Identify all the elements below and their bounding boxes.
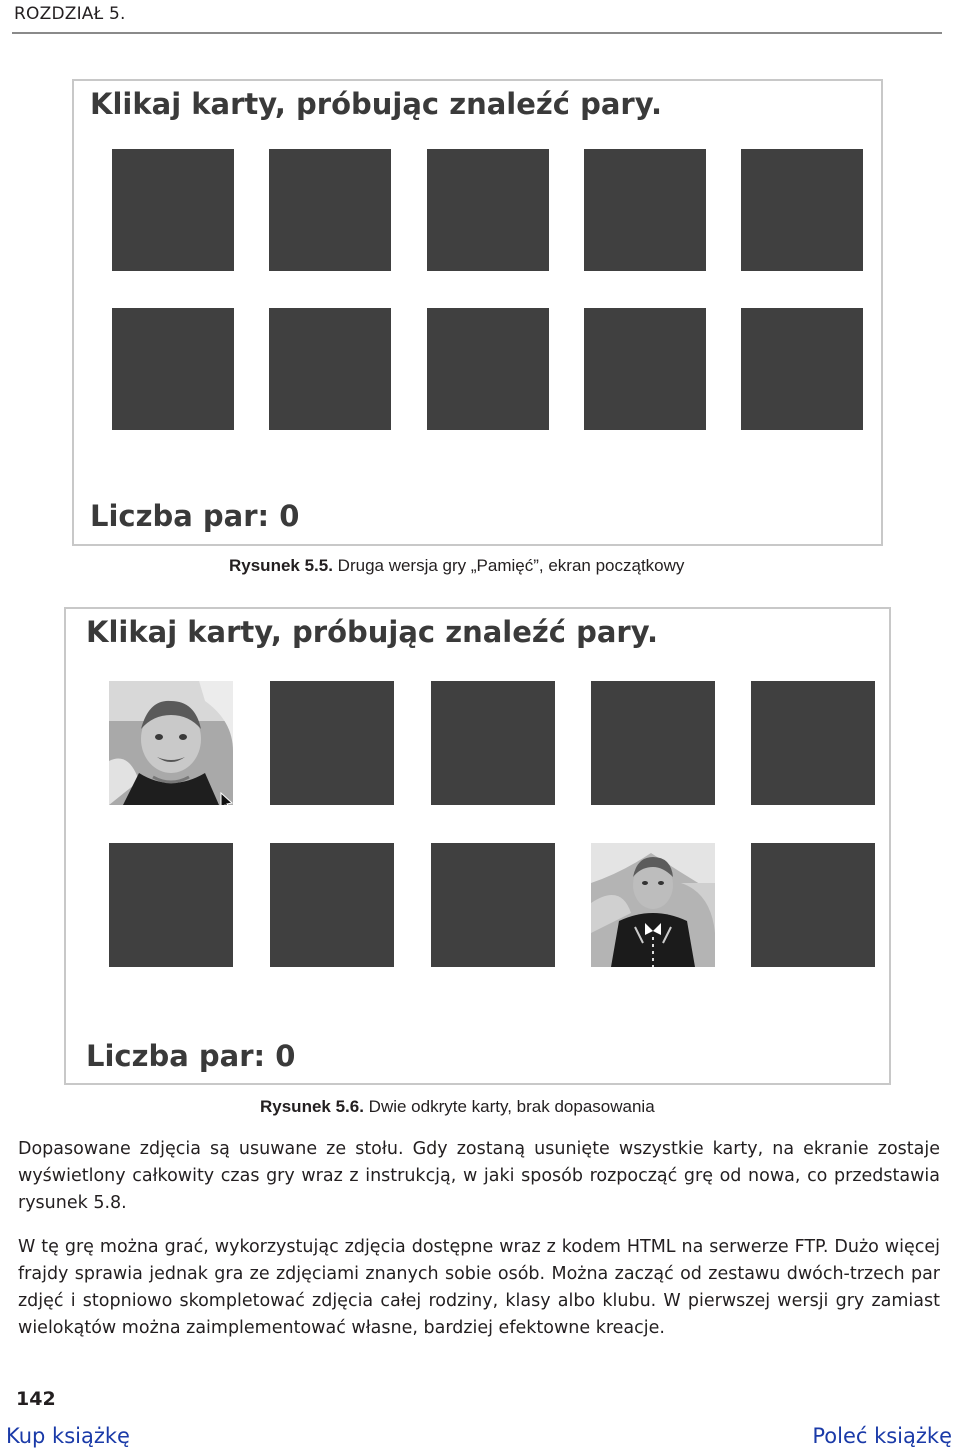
card-back[interactable] — [269, 149, 391, 271]
game-instruction-title: Klikaj karty, próbując znaleźć pary. — [90, 87, 662, 121]
pair-counter: Liczba par: 0 — [90, 499, 300, 533]
buy-book-link[interactable]: Kup książkę — [6, 1424, 130, 1448]
card-back[interactable] — [270, 843, 394, 967]
boy-tshirt-photo-icon — [591, 843, 715, 967]
card-back[interactable] — [431, 681, 555, 805]
card-back[interactable] — [751, 843, 875, 967]
body-paragraph: Dopasowane zdjęcia są usuwane ze stołu. Gdy zostaną usunięte wszystkie karty, na ekranie zostaje wyświetlony całkowity czas gry wraz z instrukcją, w jaki sposób rozpocząć grę od nowa, co przedstawia rysunek 5.8. — [18, 1139, 940, 1213]
caption-label: Rysunek 5.6. — [260, 1097, 364, 1116]
pair-counter: Liczba par: 0 — [86, 1039, 296, 1073]
card-back[interactable] — [584, 149, 706, 271]
card-back[interactable] — [427, 308, 549, 430]
recommend-book-link[interactable]: Poleć książkę — [812, 1424, 952, 1448]
figure-5-6-screenshot — [64, 607, 891, 1085]
card-back[interactable] — [112, 308, 234, 430]
revealed-photo-card[interactable] — [591, 843, 715, 967]
card-back[interactable] — [741, 308, 863, 430]
caption-text: Dwie odkryte karty, brak dopasowania — [363, 1097, 655, 1116]
figure-5-5-screenshot — [72, 79, 883, 546]
caption-label: Rysunek 5.5. — [229, 556, 333, 575]
card-back[interactable] — [431, 843, 555, 967]
figure-caption — [229, 556, 684, 576]
figure-caption — [260, 1097, 655, 1117]
revealed-photo-card[interactable] — [109, 681, 233, 805]
chapter-header: ROZDZIAŁ 5. — [14, 4, 126, 24]
card-back[interactable] — [427, 149, 549, 271]
header-divider — [12, 32, 942, 34]
card-back[interactable] — [591, 681, 715, 805]
card-back[interactable] — [741, 149, 863, 271]
card-back[interactable] — [584, 308, 706, 430]
boy-photo-icon — [109, 681, 233, 805]
card-back[interactable] — [751, 681, 875, 805]
card-back[interactable] — [112, 149, 234, 271]
body-paragraph: W tę grę można grać, wykorzystując zdjęcia dostępne wraz z kodem HTML na serwerze FTP. Dużo więcej frajdy sprawia jednak gra ze zdjęciami znanych sobie osób. Można zacząć od zestawu dwóch-trzech par zdjęć i stopniowo skompletować zdjęcia całej rodziny, klasy albo klubu. W pierwszej wersji gry zamiast wielokątów można zaimplementować własne, bardziej efektowne kreacje. — [18, 1237, 940, 1338]
page-number: 142 — [16, 1388, 56, 1410]
caption-text: Druga wersja gry „Pamięć”, ekran początkowy — [332, 556, 685, 575]
card-back[interactable] — [269, 308, 391, 430]
card-back[interactable] — [270, 681, 394, 805]
game-instruction-title: Klikaj karty, próbując znaleźć pary. — [86, 615, 658, 649]
card-back[interactable] — [109, 843, 233, 967]
